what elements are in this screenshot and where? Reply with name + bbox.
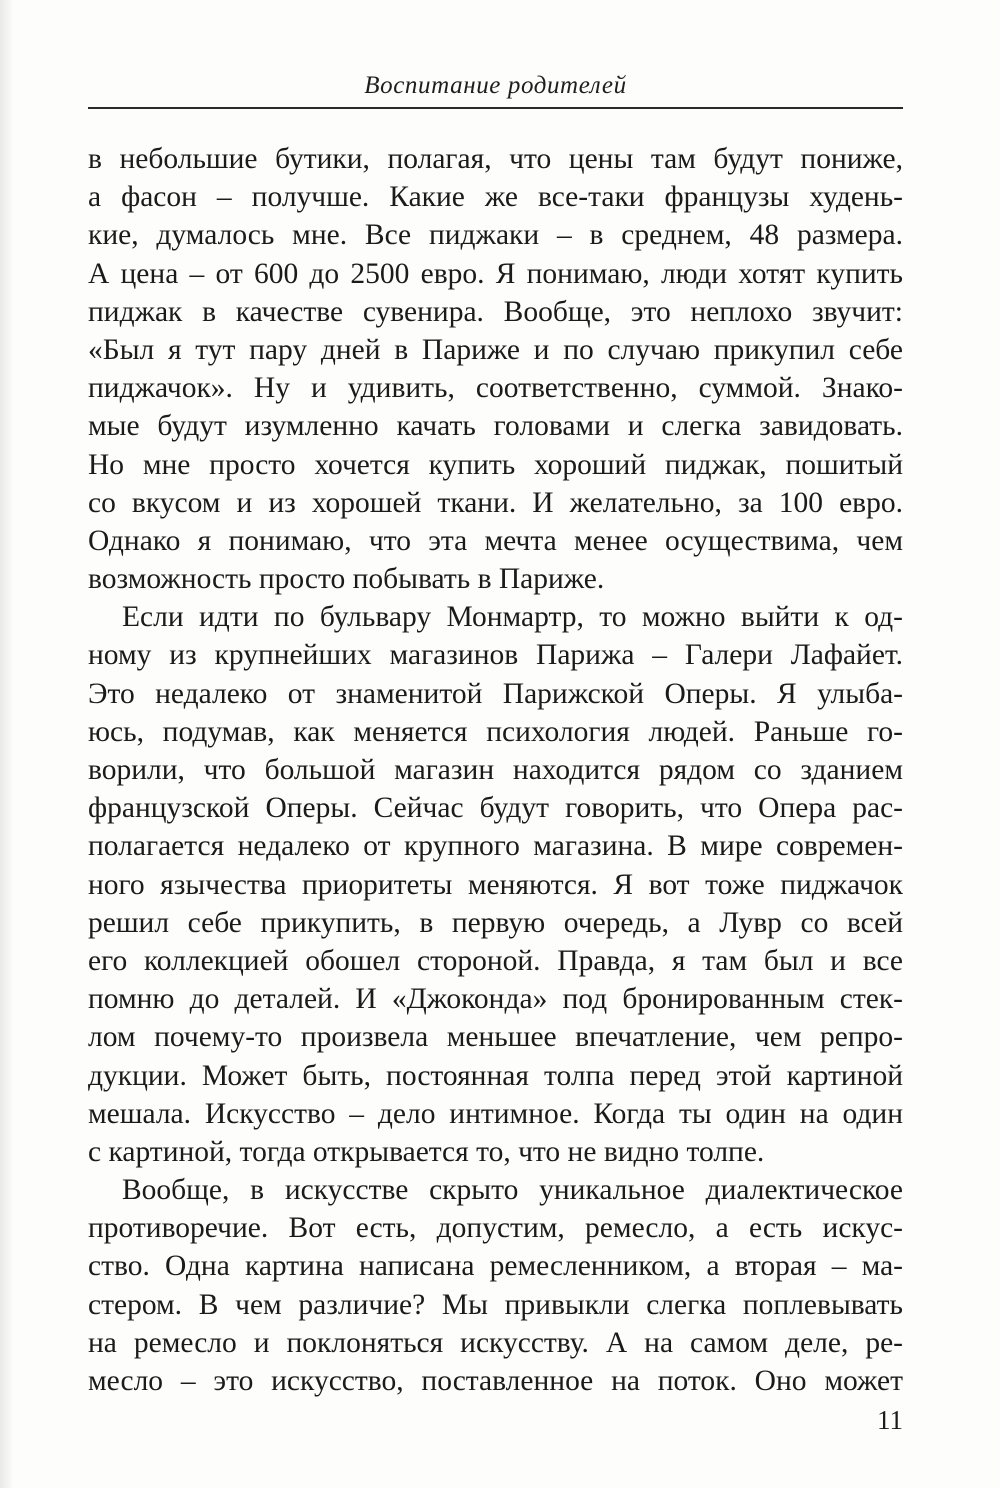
text-line: ворили, что большой магазин находится рядом со зданием [88,754,903,786]
text-line: ство. Одна картина написана ремесленником, а вторая – ма- [88,1250,903,1283]
text-line: помню до деталей. И «Джоконда» под бронированным стек- [88,983,903,1016]
text-line: стером. В чем различие? Мы привыкли слегка поплевывать [88,1288,903,1321]
text-line: французской Оперы. Сейчас будут говорить, что Опера рас- [88,792,903,825]
text-line: в небольшие бутики, полагая, что цены там будут пониже, [88,143,903,175]
paragraph-1 [88,140,903,598]
text-line: пиджак в качестве сувенира. Вообще, это неплохо звучит: [88,295,903,328]
text-line: А цена – от 600 до 2500 евро. Я понимаю, люди хотят купить [88,257,903,290]
header-rule [88,107,903,109]
text-line: ному из крупнейших магазинов Парижа – Галери Лафайет. [88,639,903,672]
text-body [88,140,903,1400]
text-line: месло – это искусство, поставленное на поток. Оно может [88,1365,903,1397]
text-line: противоречие. Вот есть, допустим, ремесло, а есть искус- [88,1212,903,1245]
text-line: юсь, подумав, как меняется психология людей. Раньше го- [88,715,903,748]
text-line: «Был я тут пару дней в Париже и по случаю прикупил себе [88,333,903,366]
text-line: полагается недалеко от крупного магазина. В мире современ- [88,830,903,863]
text-line: кие, думалось мне. Все пиджаки – в среднем, 48 размера. [88,219,903,252]
text-line: возможность просто побывать в Париже. [88,563,605,596]
text-line: лом почему-то произвела меньшее впечатление, чем репро- [88,1021,903,1054]
text-line: на ремесло и поклоняться искусству. А на самом деле, ре- [88,1326,903,1359]
text-line: ного язычества приоритеты меняются. Я вот тоже пиджачок [88,868,903,901]
text-line: его коллекцией обошел стороной. Правда, я там был и все [88,944,903,977]
text-line: Однако я понимаю, что эта мечта менее осуществима, чем [88,524,903,557]
text-line: пиджачок». Ну и удивить, соответственно, суммой. Знако- [88,372,903,405]
text-line: а фасон – получше. Какие же все-таки французы худень- [88,181,903,214]
text-line: Вообще, в искусстве скрыто уникальное диалектическое [122,1174,903,1207]
running-head: Воспитание родителей [364,72,627,99]
text-line: со вкусом и из хорошей ткани. И желательно, за 100 евро. [88,486,903,519]
text-line: Если идти по бульвару Монмартр, то можно выйти к од- [122,601,903,634]
text-line: мешала. Искусство – дело интимное. Когда ты один на один [88,1097,903,1130]
paragraph-3 [88,1171,903,1400]
text-line: мые будут изумленно качать головами и слегка завидовать. [88,410,903,443]
page-number: 11 [877,1405,903,1435]
text-line: с картиной, тогда открывается то, что не видно толпе. [88,1135,765,1168]
text-line: Это недалеко от знаменитой Парижской Оперы. Я улыба- [88,677,903,710]
binding-shadow [0,0,14,1488]
paragraph-2 [88,598,903,1171]
text-line: решил себе прикупить, в первую очередь, а Лувр со всей [88,906,903,939]
text-line: Но мне просто хочется купить хороший пиджак, пошитый [88,448,903,481]
text-line: дукции. Может быть, постоянная толпа перед этой картиной [88,1059,903,1092]
